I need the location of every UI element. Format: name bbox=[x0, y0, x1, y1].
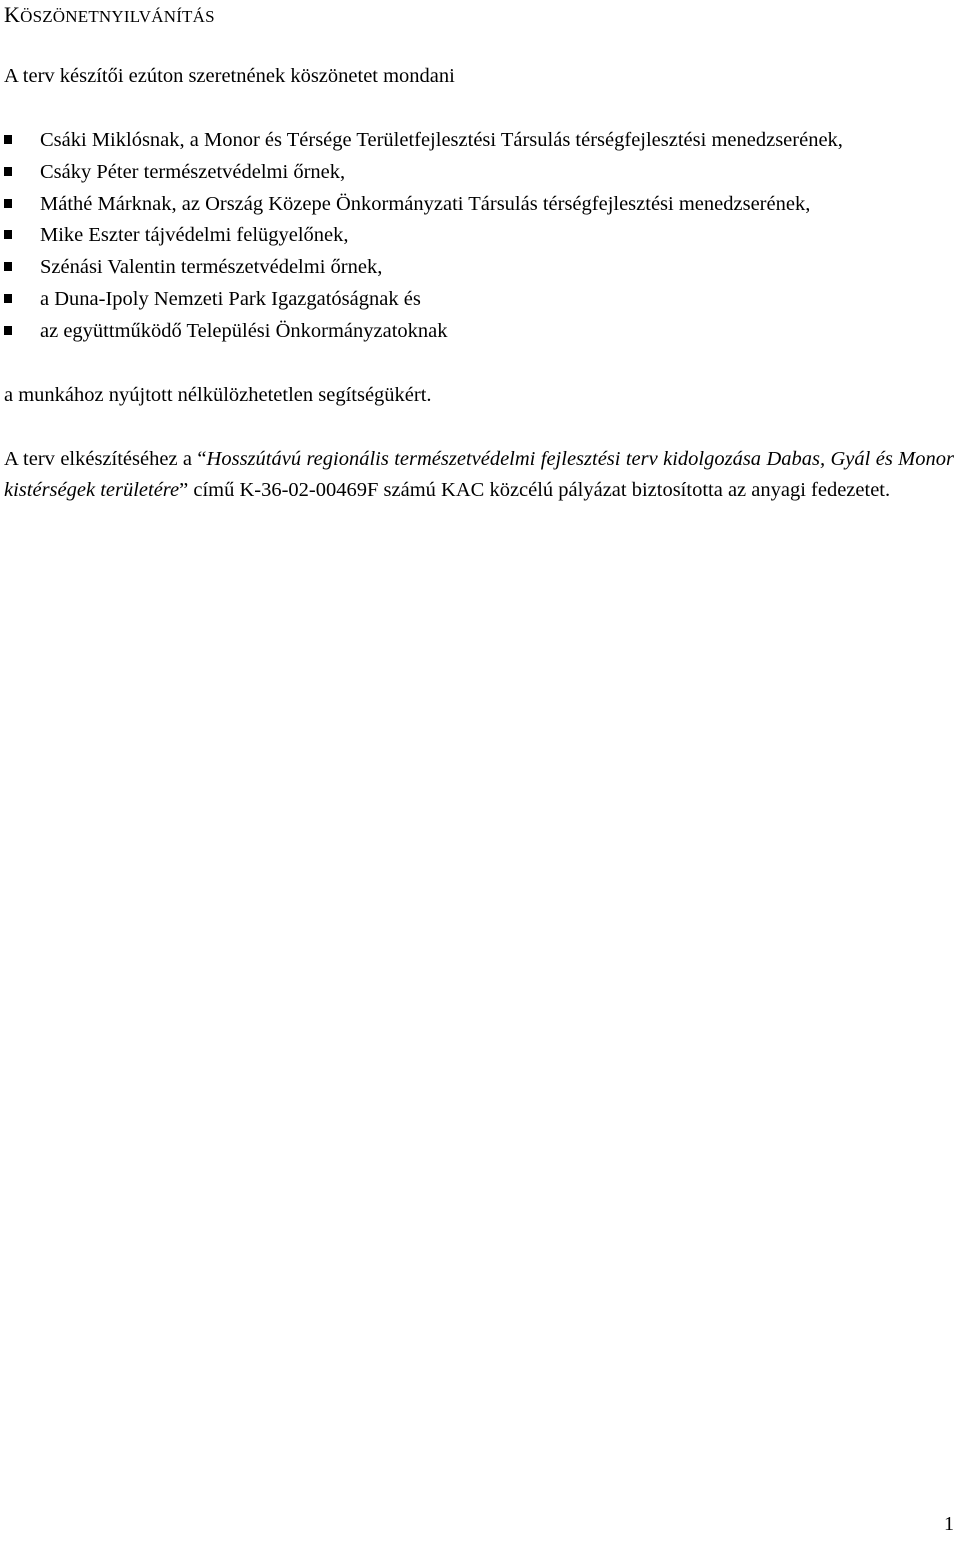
list-item-text: Szénási Valentin természetvédelmi őrnek, bbox=[40, 256, 383, 279]
quote-close: ” bbox=[179, 479, 189, 501]
funding-paragraph bbox=[4, 444, 954, 506]
page-title bbox=[4, 3, 215, 29]
square-bullet-icon bbox=[4, 135, 12, 144]
list-item-text: a Duna-Ipoly Nemzeti Park Igazgatóságnak és bbox=[40, 287, 421, 310]
title-rest: ÖSZÖNETNYILVÁNÍTÁS bbox=[20, 7, 215, 26]
square-bullet-icon bbox=[4, 326, 12, 335]
funding-text-before: A terv elkészítéséhez a bbox=[4, 448, 198, 470]
list-item-text: Mike Eszter tájvédelmi felügyelőnek, bbox=[40, 224, 349, 247]
list-item-text: Csáky Péter természetvédelmi őrnek, bbox=[40, 160, 346, 183]
intro-text: A terv készítői ezúton szeretnének köszönetet mondani bbox=[4, 65, 455, 87]
square-bullet-icon bbox=[4, 262, 12, 271]
square-bullet-icon bbox=[4, 199, 12, 208]
list-item-text: Máthé Márknak, az Ország Közepe Önkormányzati Társulás térségfejlesztési menedzserének, bbox=[40, 192, 811, 215]
square-bullet-icon bbox=[4, 230, 12, 239]
square-bullet-icon bbox=[4, 294, 12, 303]
list-item-text: Csáki Miklósnak, a Monor és Térsége Területfejlesztési Társulás térségfejlesztési menedzserének, bbox=[40, 129, 843, 151]
funding-text-after: című K-36-02-00469F számú KAC közcélú pályázat biztosította az anyagi fedezetet. bbox=[188, 479, 891, 501]
closing-text: a munkához nyújtott nélkülözhetetlen segítségükért. bbox=[4, 384, 432, 406]
page-number: 1 bbox=[944, 1513, 954, 1535]
title-initial: K bbox=[4, 2, 21, 27]
list-item-text: az együttműködő Települési Önkormányzatoknak bbox=[40, 319, 448, 342]
project-title: Hosszútávú regionális természetvédelmi fejlesztési terv kidolgozása Dabas, Gyál és Monor kistérségek területére bbox=[4, 448, 954, 501]
square-bullet-icon bbox=[4, 167, 12, 176]
quote-open: “ bbox=[197, 448, 207, 470]
